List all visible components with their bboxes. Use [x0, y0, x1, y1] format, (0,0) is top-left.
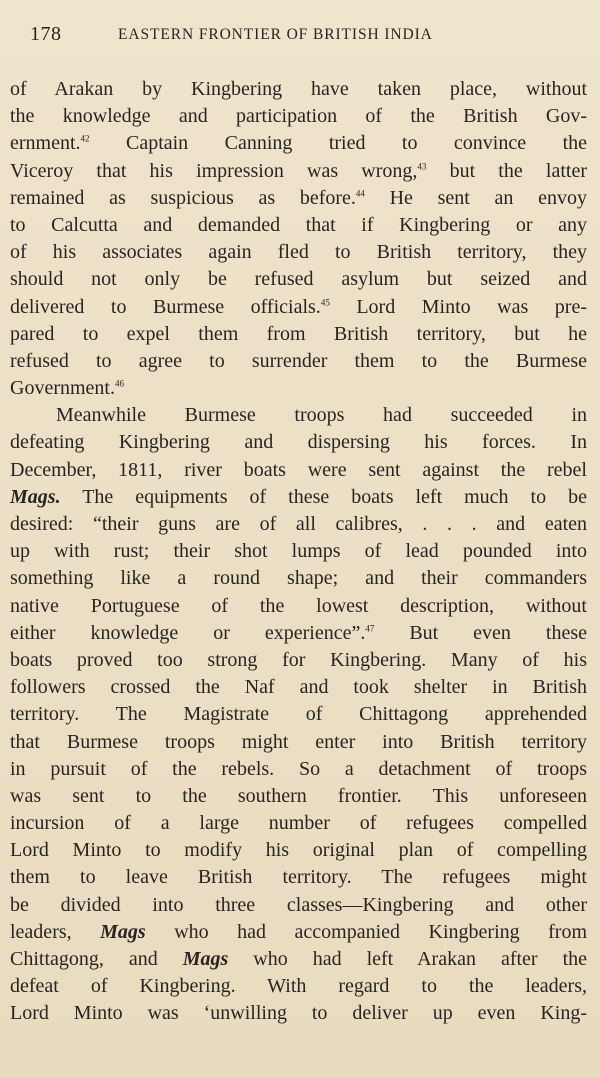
- text-run: delivered to Burmese officials.: [10, 295, 321, 318]
- text-run: The equipments of these boats left much to be: [60, 485, 587, 508]
- text-run: was sent to the southern frontier. This unforeseen: [10, 784, 587, 807]
- text-line: [10, 810, 587, 837]
- text-run: something like a round shape; and their commanders: [10, 567, 587, 590]
- text-line: [10, 837, 587, 864]
- text-run: remained as suspicious as before.: [10, 186, 356, 209]
- text-run: refused to agree to surrender them to the Burmese: [10, 349, 587, 372]
- text-run: Meanwhile Burmese troops had succeeded in: [56, 404, 587, 427]
- text-line: [10, 321, 587, 348]
- text-run: defeat of Kingbering. With regard to the leaders,: [10, 975, 587, 998]
- text-line: [10, 864, 587, 891]
- text-line: [10, 185, 587, 212]
- italic-text-run: Mags: [100, 920, 146, 943]
- footnote-marker: 46: [114, 378, 124, 389]
- text-run: desired: “their guns are of all calibres, . . . and eaten: [10, 513, 587, 535]
- text-run: the knowledge and participation of the British Gov-: [10, 105, 587, 128]
- text-run: them to leave British territory. The refugees might: [10, 866, 587, 889]
- text-run: He sent an envoy: [364, 186, 587, 209]
- page-header: [30, 22, 582, 46]
- text-run: December, 1811, river boats were sent against the rebel: [10, 458, 587, 481]
- body-text: [10, 76, 587, 1028]
- text-line: [10, 783, 587, 810]
- text-run: Government.: [10, 377, 115, 400]
- text-run: of his associates again fled to British territory, they: [10, 241, 587, 264]
- italic-text-run: Mags: [182, 948, 229, 970]
- text-run: either knowledge or experience”.: [10, 621, 366, 644]
- text-line: [10, 348, 587, 375]
- text-line: [10, 457, 587, 484]
- text-line: [10, 593, 587, 620]
- text-line: [10, 647, 587, 674]
- footnote-marker: 42: [80, 133, 90, 144]
- text-line: [10, 484, 587, 511]
- text-run: in pursuit of the rebels. So a detachment of troops: [10, 757, 587, 780]
- text-run: defeating Kingbering and dispersing his forces. In: [10, 431, 587, 454]
- text-line: [10, 511, 587, 538]
- text-line: [10, 946, 587, 973]
- text-line: [10, 620, 587, 647]
- page-number: 178: [30, 23, 62, 45]
- text-run: Lord Minto was ‘unwilling to deliver up even King-: [10, 1002, 587, 1025]
- text-line: [10, 294, 587, 321]
- running-head: EASTERN FRONTIER OF BRITISH INDIA: [118, 26, 433, 43]
- footnote-marker: 45: [320, 296, 330, 307]
- text-line: [10, 756, 587, 783]
- text-line: [10, 239, 587, 266]
- text-run: boats proved too strong for Kingbering. Many of his: [10, 648, 587, 671]
- text-run: followers crossed the Naf and took shelter in British: [10, 676, 587, 699]
- text-line: [10, 1000, 587, 1027]
- text-run: pared to expel them from British territory, but he: [10, 322, 587, 345]
- text-line: [10, 919, 587, 946]
- text-line: [10, 538, 587, 565]
- text-run: leaders,: [10, 920, 101, 943]
- text-run: of Arakan by Kingbering have taken place, without: [10, 78, 587, 100]
- text-run: Lord Minto to modify his original plan of compelling: [10, 839, 587, 862]
- text-run: should not only be refused asylum but seized and: [10, 268, 587, 291]
- text-run: that Burmese troops might enter into British territory: [10, 730, 587, 753]
- footnote-marker: 43: [417, 160, 427, 171]
- text-run: incursion of a large number of refugees compelled: [10, 812, 587, 835]
- text-run: ernment.: [10, 132, 81, 155]
- text-line: [10, 701, 587, 728]
- text-run: Viceroy that his impression was wrong,: [10, 159, 418, 182]
- text-line: [10, 103, 587, 130]
- text-line: [10, 212, 587, 239]
- text-run: who had left Arakan after the: [228, 948, 587, 970]
- text-line: [10, 729, 587, 756]
- text-run: be divided into three classes—Kingbering and other: [10, 893, 587, 916]
- text-run: Captain Canning tried to convince the: [89, 132, 587, 155]
- text-run: Lord Minto was pre-: [329, 295, 587, 318]
- text-run: to Calcutta and demanded that if Kingbering or any: [10, 213, 587, 236]
- text-run: who had accompanied Kingbering from: [145, 920, 587, 943]
- text-line: [10, 375, 587, 402]
- footnote-marker: 44: [355, 188, 365, 199]
- text-line: [10, 76, 587, 103]
- text-run: up with rust; their shot lumps of lead pounded into: [10, 540, 587, 563]
- italic-text-run: Mags.: [10, 485, 61, 508]
- text-line: [10, 429, 587, 456]
- text-line: [10, 892, 587, 919]
- text-line: [10, 973, 587, 1000]
- text-run: native Portuguese of the lowest description, without: [10, 594, 587, 617]
- text-line: [10, 674, 587, 701]
- text-line: [10, 158, 587, 185]
- text-run: Chittagong, and: [10, 948, 183, 970]
- text-line: [10, 266, 587, 293]
- text-line: [10, 130, 587, 157]
- text-run: territory. The Magistrate of Chittagong apprehended: [10, 703, 587, 726]
- text-line: [10, 565, 587, 592]
- text-line: [10, 402, 587, 429]
- footnote-marker: 47: [365, 623, 375, 634]
- text-run: but the latter: [426, 159, 588, 182]
- text-run: But even these: [374, 621, 588, 644]
